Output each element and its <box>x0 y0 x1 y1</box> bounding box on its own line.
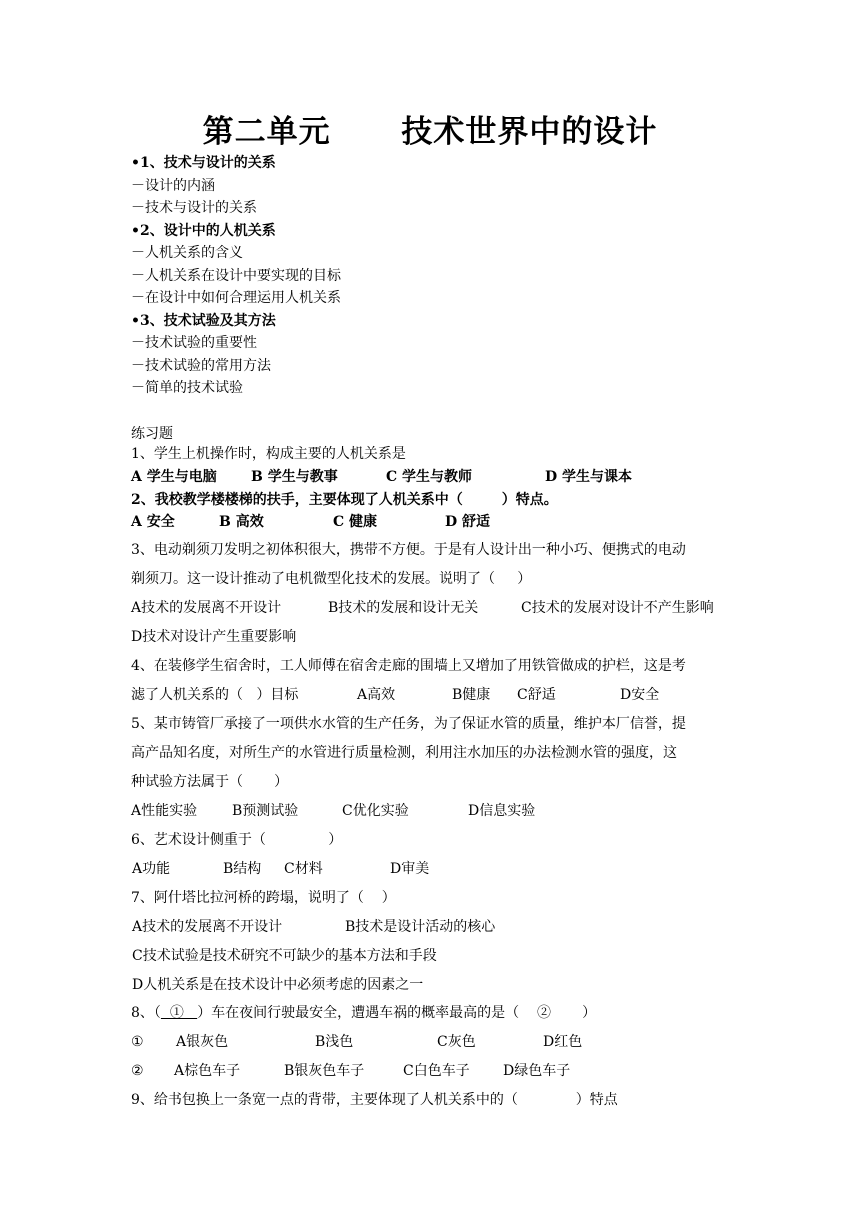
outline-section-1: •1、技术与设计的关系 <box>131 155 276 171</box>
outline-section-3: •3、技术试验及其方法 <box>131 312 276 329</box>
question-8-stem: ）车在夜间行驶最安全，遭遇车祸的概率最高的是（ ② ） <box>197 1005 597 1021</box>
option-a: A性能实验 <box>131 803 198 819</box>
question-3-options <box>131 598 741 618</box>
question-1-text: 1、学生上机操作时，构成主要的人机关系是 <box>131 446 406 462</box>
exercises <box>131 423 173 446</box>
question-8-row-1 <box>131 1032 731 1052</box>
question-8-row-2 <box>131 1061 731 1081</box>
outline-item: －设计的内涵 <box>131 177 215 194</box>
question-2-options <box>131 512 731 532</box>
question-7-text: 7、阿什塔比拉河桥的跨塌，说明了（ ） <box>131 890 396 906</box>
question-5-line-3: 种试验方法属于（ ） <box>131 774 289 790</box>
question-6-options <box>131 859 731 879</box>
option-a: A 安全 <box>131 514 175 530</box>
question-4-stem-end: 滤了人机关系的（ ）目标 <box>131 687 299 703</box>
question-7-option-d: D人机关系是在技术设计中必须考虑的因素之一 <box>132 977 424 993</box>
option-b: B健康 <box>452 687 491 703</box>
outline-item: －技术试验的重要性 <box>131 335 257 351</box>
option-a: A高效 <box>357 687 396 703</box>
option-a: A银灰色 <box>176 1034 229 1050</box>
option-c: C白色车子 <box>403 1063 470 1079</box>
question-4-line-2 <box>131 685 741 705</box>
option-d: D 学生与课本 <box>545 469 633 485</box>
option-d: D审美 <box>390 861 430 877</box>
question-3-line-1: 3、电动剃须刀发明之初体积很大，携带不方便。于是有人设计出一种小巧、便携式的电动 <box>131 542 686 558</box>
option-a: A功能 <box>132 861 171 877</box>
option-c: C技术的发展对设计不产生影响 <box>521 600 714 616</box>
option-c: C灰色 <box>437 1034 476 1050</box>
option-a: A 学生与电脑 <box>131 469 217 485</box>
question-9-text: 9、给书包换上一条宽一点的背带，主要体现了人机关系中的（ ）特点 <box>131 1092 618 1108</box>
outline-item: －技术试验的常用方法 <box>131 357 271 374</box>
option-b: B 学生与教事 <box>251 469 338 485</box>
outline-item: －人机关系在设计中要实现的目标 <box>131 267 341 284</box>
outline-item: －在设计中如何合理运用人机关系 <box>131 290 341 306</box>
option-b: B技术是设计活动的核心 <box>345 919 496 935</box>
option-d: D信息实验 <box>468 803 536 819</box>
question-6-text: 6、艺术设计侧重于（ ） <box>131 832 343 848</box>
question-5-line-1: 5、某市铸管厂承接了一项供水水管的生产任务，为了保证水管的质量，维护本厂信誉，提 <box>131 716 686 732</box>
question-1-options <box>131 467 731 487</box>
exercise-heading: 练习题 <box>131 426 173 442</box>
blank-1-marker: ① <box>131 1034 144 1050</box>
option-b: B技术的发展和设计无关 <box>328 600 479 616</box>
question-7-option-c: C技术试验是技术研究不可缺少的基本方法和手段 <box>132 948 437 964</box>
outline-item: －简单的技术试验 <box>131 380 243 396</box>
option-d: D绿色车子 <box>503 1063 571 1079</box>
outline-section-2: •2、设计中的人机关系 <box>131 222 276 239</box>
outline-item: －技术与设计的关系 <box>131 200 257 216</box>
option-c: C 健康 <box>333 514 378 530</box>
option-a: A技术的发展离不开设计 <box>131 600 282 616</box>
question-3-line-2: 剃须刀。这一设计推动了电机微型化技术的发展。说明了（ ） <box>131 571 532 587</box>
option-a: A棕色车子 <box>174 1063 241 1079</box>
option-b: B银灰色车子 <box>284 1063 365 1079</box>
outline-item: －人机关系的含义 <box>131 245 243 261</box>
blank-2-marker: ② <box>131 1063 144 1079</box>
option-c: C舒适 <box>517 687 556 703</box>
option-b: B预测试验 <box>232 803 299 819</box>
option-c: C材料 <box>284 861 323 877</box>
option-a: A技术的发展离不开设计 <box>132 919 283 935</box>
question-4-line-1: 4、在装修学生宿舍时，工人师傅在宿舍走廊的围墙上又增加了用铁管做成的护栏，这是考 <box>131 658 686 674</box>
question-8-prefix: 8、（ <box>131 1005 161 1021</box>
question-2-text: 2、我校教学楼楼梯的扶手，主要体现了人机关系中（ ）特点。 <box>131 492 558 508</box>
question-5-line-2: 高产品知名度，对所生产的水管进行质量检测，利用注水加压的办法检测水管的强度，这 <box>131 745 677 761</box>
option-d: D红色 <box>543 1034 583 1050</box>
question-7-options <box>131 917 731 937</box>
question-5-options <box>131 801 731 821</box>
question-8-text <box>131 1003 596 1023</box>
page-title: 第二单元 技术世界中的设计 <box>202 114 658 150</box>
question-8-blank-1: ① <box>160 1005 198 1021</box>
option-c: C 学生与教师 <box>386 469 473 485</box>
option-d: D安全 <box>620 687 660 703</box>
unit-outline <box>131 152 341 400</box>
option-b: B结构 <box>223 861 262 877</box>
option-b: B浅色 <box>315 1034 354 1050</box>
option-b: B 高效 <box>219 514 264 530</box>
question-3-option-d: D技术对设计产生重要影响 <box>131 629 297 645</box>
option-c: C优化实验 <box>342 803 409 819</box>
option-d: D 舒适 <box>445 514 491 530</box>
